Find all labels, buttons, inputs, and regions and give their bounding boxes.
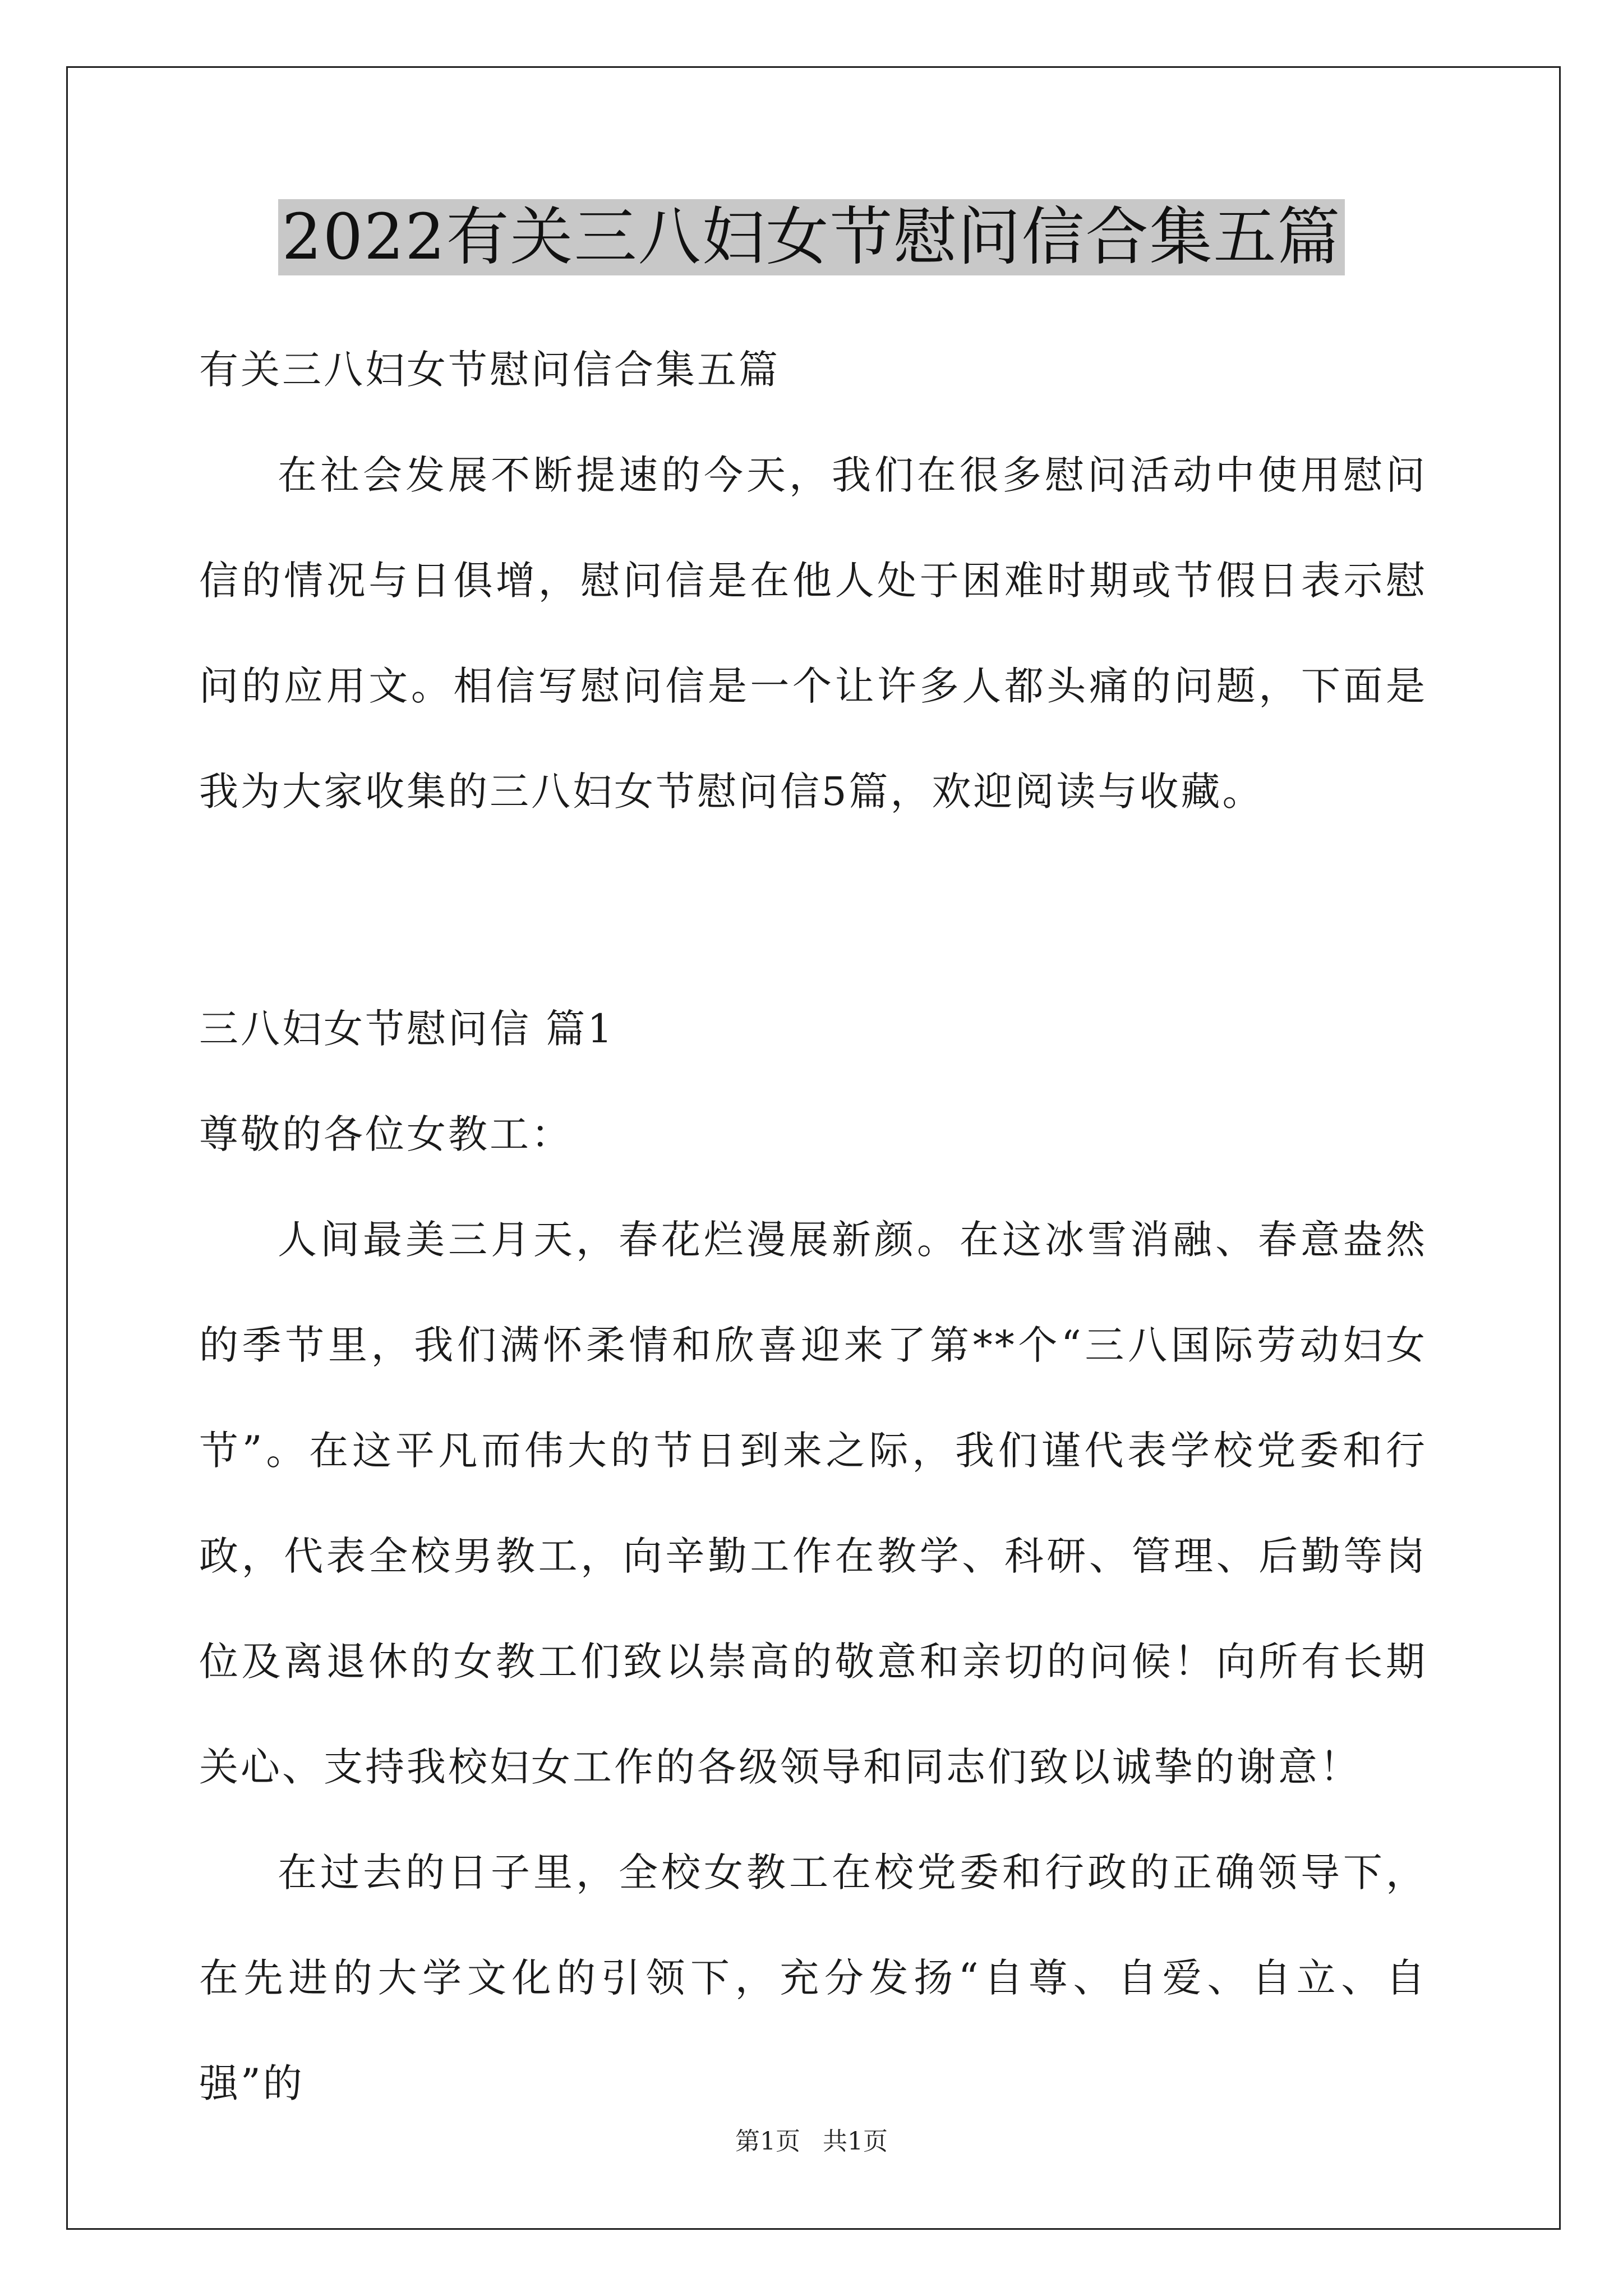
salutation: 尊敬的各位女教工：	[199, 1111, 573, 1157]
intro-paragraph: 在社会发展不断提速的今天，我们在很多慰问活动中使用慰问信的情况与日俱增，慰问信是在他人处于困难时期或节假日表示慰问的应用文。相信写慰问信是一个让许多人都头痛的问题，下面是我为大家收集的三八妇女节慰问信5篇，欢迎阅读与收藏。	[199, 452, 1427, 815]
intro-heading: 有关三八妇女节慰问信合集五篇	[199, 347, 780, 393]
page-total: 共1页	[823, 2127, 888, 2156]
title-container	[0, 199, 1623, 275]
letter-paragraph-1: 人间最美三月天，春花烂漫展新颜。在这冰雪消融、春意盎然的季节里，我们满怀柔情和欣喜迎来了第**个“三八国际劳动妇女节”。在这平凡而伟大的节日到来之际，我们谨代表学校党委和行政，代表全校男教工，向辛勤工作在教学、科研、管理、后勤等岗位及离退休的女教工们致以崇高的敬意和亲切的问候！向所有长期关心、支持我校妇女工作的各级领导和同志们致以诚挚的谢意！	[199, 1217, 1427, 1790]
document-title: 2022有关三八妇女节慰问信合集五篇	[278, 199, 1344, 275]
document-body-intro	[199, 317, 1427, 844]
page-number: 第1页	[735, 2127, 800, 2156]
page-footer	[0, 2125, 1623, 2159]
document-body-letter	[199, 976, 1427, 2136]
letter-paragraph-2: 在过去的日子里，全校女教工在校党委和行政的正确领导下，在先进的大学文化的引领下，充分发扬“自尊、自爱、自立、自强”的	[199, 1849, 1427, 2106]
section-heading: 三八妇女节慰问信 篇1	[199, 1006, 615, 1052]
